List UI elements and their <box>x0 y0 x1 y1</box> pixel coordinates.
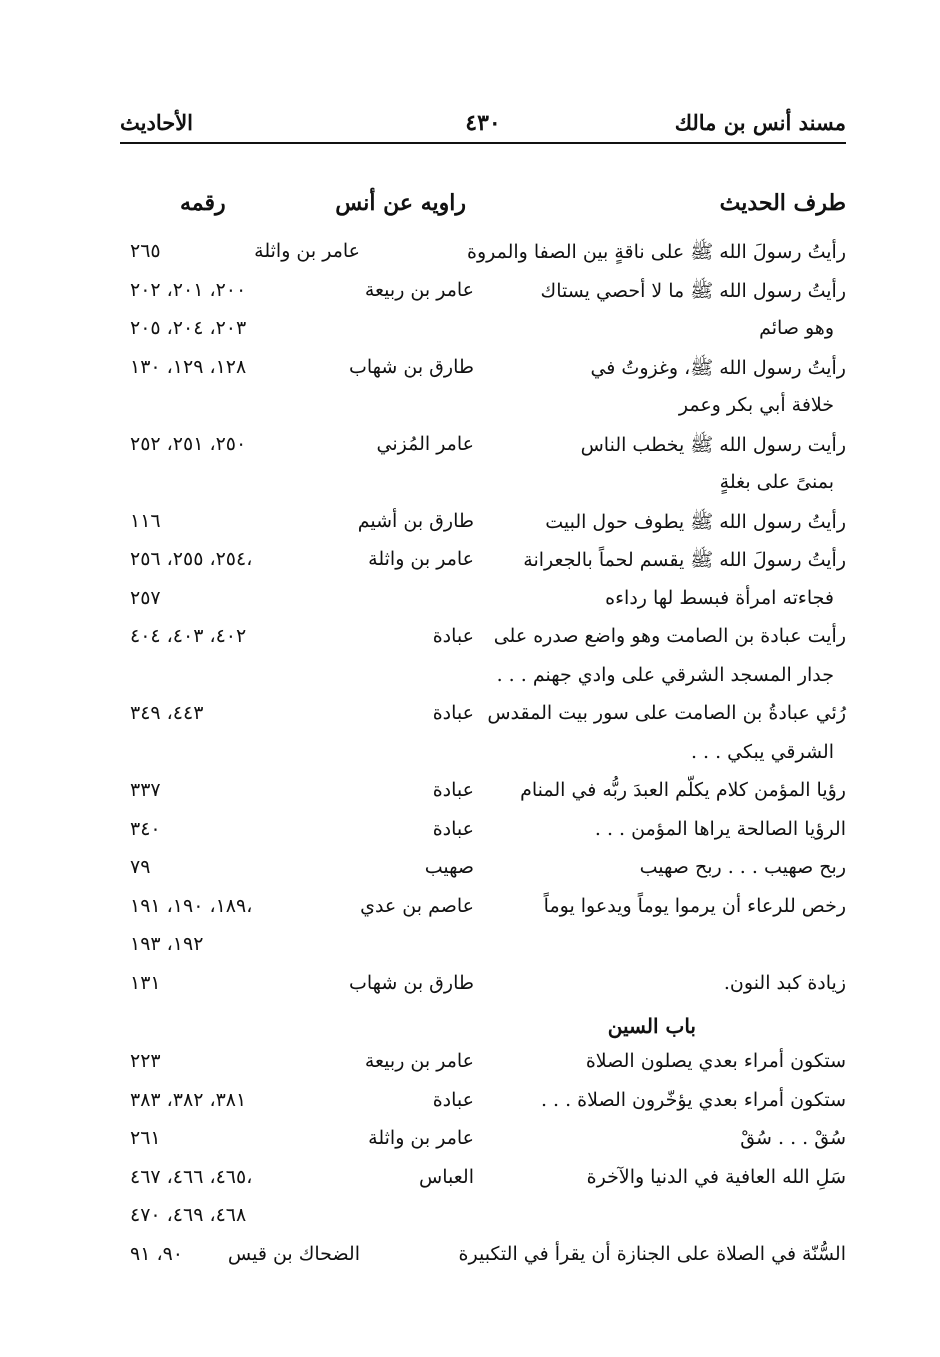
section-heading-label: باب السين <box>607 1014 696 1038</box>
index-row <box>120 698 846 737</box>
hadith-text: رأيت عبادة بن الصامت وهو واضع صدره على <box>493 625 846 647</box>
hadith-text: رأيتُ رسولَ الله ﷺ على ناقةٍ بين الصفا والمروة <box>466 241 846 263</box>
hadith-numbers: ٢٥٤، ٢٥٥، ٢٥٦، <box>130 548 253 570</box>
index-row <box>120 1123 846 1162</box>
index-row <box>120 467 846 506</box>
hadith-text: رأيتُ رسول الله ﷺ يطوف حول البيت <box>545 510 846 533</box>
hadith-text: سُقْ . . . سُقْ <box>740 1127 846 1149</box>
hadith-numbers: ٣٨١، ٣٨٢، ٣٨٣ <box>130 1088 247 1111</box>
hadith-numbers: ٢٠٣، ٢٠٤، ٢٠٥ <box>130 317 247 339</box>
hadith-text: بمنىً على بغلةٍ <box>719 471 834 493</box>
hadith-numbers: ٢٦٥ <box>130 240 161 262</box>
narrator: عبادة <box>432 817 474 840</box>
narrator: الضحاك بن قيس <box>227 1242 360 1265</box>
running-head <box>120 100 846 144</box>
index-row <box>120 313 846 352</box>
hadith-numbers: ١٣١ <box>130 971 161 994</box>
hadith-numbers: ٢٠٠، ٢٠١، ٢٠٢ <box>130 278 247 301</box>
index-row <box>120 1046 846 1085</box>
index-row <box>120 891 846 930</box>
hadith-text: ستكون أمراء بعدي يؤخّرون الصلاة . . . <box>540 1088 846 1111</box>
hadith-text: وهو صائم <box>759 317 834 339</box>
narrator: عامر بن ربيعة <box>364 1050 474 1072</box>
book-title: مسند أنس بن مالك <box>674 110 846 135</box>
narrator: عبادة <box>432 625 474 647</box>
page-number: ٤٣٠ <box>465 110 501 136</box>
index-row <box>120 1085 846 1124</box>
hadith-text: رُئي عبادةُ بن الصامت على سور بيت المقدس <box>487 702 846 724</box>
hadith-numbers: ٣٤٠ <box>130 817 161 840</box>
index-row <box>120 929 846 968</box>
hadith-text: سَلِ الله العافية في الدنيا والآخرة <box>586 1165 846 1188</box>
column-headers <box>120 190 846 226</box>
index-row <box>120 621 846 660</box>
narrator: عبادة <box>432 779 474 801</box>
index-row <box>120 583 846 622</box>
hadith-text: فجاءته امرأة فبسط لها رداءه <box>605 586 834 609</box>
hadith-numbers: ٤٦٨، ٤٦٩، ٤٧٠ <box>130 1204 247 1226</box>
hadith-numbers: ٢٢٣ <box>130 1050 161 1072</box>
index-row <box>120 544 846 583</box>
index-row <box>120 968 846 1007</box>
index-row <box>120 1200 846 1239</box>
hadith-numbers: ٩٠، ٩١ <box>130 1242 184 1265</box>
hadith-numbers: ٧٩ <box>130 856 151 878</box>
hadith-text: ربح صهيب . . . ربح صهيب <box>639 856 846 878</box>
hadith-numbers: ١٢٨، ١٢٩، ١٣٠ <box>130 355 247 378</box>
index-row <box>120 660 846 699</box>
header-hadith-text: طرف الحديث <box>719 190 846 216</box>
hadith-numbers: ٢٥٠، ٢٥١، ٢٥٢ <box>130 432 247 455</box>
hadith-numbers: ٣٣٧ <box>130 779 161 801</box>
header-number: رقمه <box>180 190 226 216</box>
section-title: الأحاديث <box>120 110 194 135</box>
narrator: صهيب <box>424 856 474 878</box>
hadith-text: السُّنّة في الصلاة على الجنازة أن يقرأ في التكبيرة <box>458 1242 846 1265</box>
hadith-text: رأيت رسول الله ﷺ يخطب الناس <box>580 433 846 456</box>
hadith-numbers: ٢٦١ <box>130 1127 161 1149</box>
hadith-text: رأيتُ رسولَ الله ﷺ يقسم لحماً بالجعرانة <box>523 549 846 571</box>
hadith-numbers: ١٨٩، ١٩٠، ١٩١، <box>130 894 253 917</box>
index-row <box>120 737 846 776</box>
hadith-text: خلافة أبي بكر وعمر <box>678 394 834 416</box>
index-row <box>120 236 846 275</box>
hadith-numbers: ١٩٢، ١٩٣ <box>130 933 204 955</box>
index-row <box>120 352 846 391</box>
hadith-text: جدار المسجد الشرقي على وادي جهنم . . . <box>496 663 834 686</box>
narrator: عبادة <box>432 702 474 724</box>
hadith-text: ستكون أمراء بعدي يصلون الصلاة <box>585 1050 846 1072</box>
index-row <box>120 1162 846 1201</box>
hadith-numbers: ٢٥٧ <box>130 586 161 609</box>
hadith-text: زيادة كبد النون. <box>723 971 846 994</box>
narrator: عامر بن واثلة <box>368 1127 474 1149</box>
header-narrator: راويه عن أنس <box>335 190 466 216</box>
index-row <box>120 775 846 814</box>
index-row <box>120 429 846 468</box>
hadith-text: رخص للرعاء أن يرموا يوماً ويدعوا يوماً <box>543 894 846 917</box>
narrator: عامر بن واثلة <box>368 548 474 570</box>
hadith-index-list <box>120 236 846 1277</box>
hadith-text: رأيتُ رسول الله ﷺ، وغزوتُ في <box>590 356 846 379</box>
narrator: العباس <box>419 1165 474 1188</box>
narrator: طارق بن شهاب <box>348 355 474 378</box>
index-row <box>120 390 846 429</box>
narrator: عبادة <box>432 1088 474 1111</box>
hadith-numbers: ٤٤٣، ٣٤٩ <box>130 702 204 724</box>
index-row <box>120 506 846 545</box>
index-row <box>120 852 846 891</box>
page <box>120 100 846 1277</box>
narrator: طارق بن شهاب <box>348 971 474 994</box>
hadith-numbers: ٤٦٥، ٤٦٦، ٤٦٧، <box>130 1165 253 1188</box>
index-row <box>120 814 846 853</box>
hadith-numbers: ١١٦ <box>130 509 161 532</box>
hadith-text: رأيتُ رسول الله ﷺ ما لا أحصي يستاك <box>540 279 846 302</box>
narrator: عامر المُزني <box>376 432 474 455</box>
narrator: عامر بن ربيعة <box>364 278 474 301</box>
section-heading <box>120 1006 846 1046</box>
narrator: عاصم بن عدي <box>360 894 474 917</box>
hadith-text: رؤيا المؤمن كلام يكلّم العبدَ ربُّه في المنام <box>520 779 846 801</box>
hadith-text: الشرقي يبكي . . . <box>690 740 834 763</box>
index-row <box>120 275 846 314</box>
narrator: طارق بن أشيم <box>357 509 474 532</box>
index-row <box>120 1239 846 1278</box>
hadith-numbers: ٤٠٢، ٤٠٣، ٤٠٤ <box>130 625 247 647</box>
hadith-text: الرؤيا الصالحة يراها المؤمن . . . <box>594 817 846 840</box>
narrator: عامر بن واثلة <box>254 240 360 262</box>
